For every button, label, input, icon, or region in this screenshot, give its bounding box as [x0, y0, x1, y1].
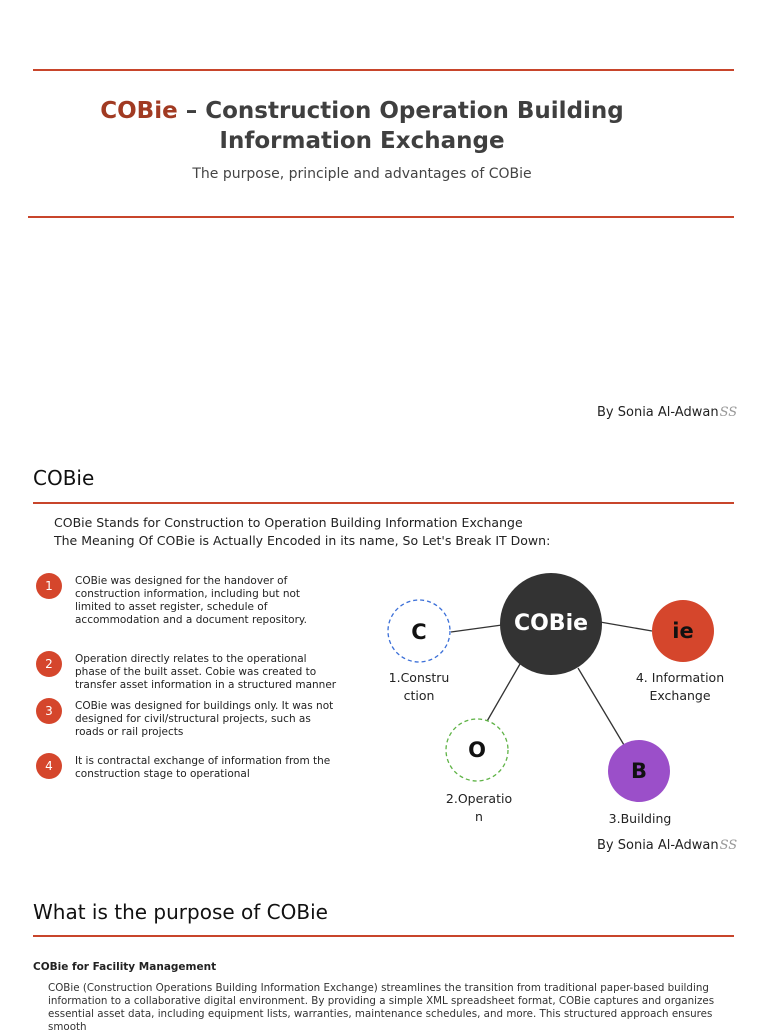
list-item-text: COBie was designed for buildings only. It was not designed for civil/structural projects, such as roads or rail projects — [75, 700, 334, 738]
author-byline-2 — [597, 838, 737, 853]
ie-label-line1: 4. Information — [635, 670, 725, 685]
ie-letter: ie — [672, 619, 694, 643]
signature-icon: SS — [719, 838, 738, 853]
title-bottom-rule — [28, 216, 734, 218]
connector-b — [578, 668, 624, 745]
section-rule-purpose — [33, 935, 734, 937]
c-letter: C — [411, 620, 427, 644]
subheading-facility-management: COBie for Facility Management — [33, 961, 217, 973]
b-label: 3.Building — [608, 811, 672, 826]
list-item-text: It is contractal exchange of information from the construction stage to operational — [75, 755, 331, 780]
connector-ie — [600, 622, 652, 631]
page-title — [30, 96, 694, 156]
connector-c — [451, 625, 502, 632]
number-badge: 3 — [36, 698, 62, 724]
c-label-line2: ction — [403, 688, 435, 703]
connector-o — [486, 664, 520, 723]
section-heading-purpose: What is the purpose of COBie — [33, 900, 328, 924]
cobie-center-label: COBie — [513, 611, 589, 636]
o-letter: O — [468, 738, 486, 762]
title-rest: – Construction Operation Building Information Exchange — [177, 98, 624, 154]
number-badge: 1 — [36, 573, 62, 599]
title-accent: COBie — [100, 98, 178, 124]
section-heading-cobie: COBie — [33, 466, 95, 490]
number-badge: 4 — [36, 753, 62, 779]
o-label-line1: 2.Operatio — [445, 791, 513, 806]
list-item-text: Operation directly relates to the operational phase of the built asset. Cobie was created to transfer asset information in a structured manner — [75, 653, 337, 691]
b-letter: B — [630, 759, 648, 783]
author-name: By Sonia Al-Adwan — [597, 405, 719, 420]
signature-icon: SS — [719, 405, 738, 420]
intro-line-1: COBie Stands for Construction to Operation Building Information Exchange — [54, 515, 523, 530]
body-paragraph: COBie (Construction Operations Building Information Exchange) streamlines the transition from traditional paper-based building information to a collaborative digital environment. By providing a simple XML spreadsheet format, COBie captures and organizes essential asset data, including equipment lists, warranties, maintenance schedules, and more. This structured approach ensures smooth — [48, 982, 715, 1033]
ie-label-line2: Exchange — [649, 688, 711, 703]
author-name: By Sonia Al-Adwan — [597, 838, 719, 853]
section-rule-cobie — [33, 502, 734, 504]
c-label-line1: 1.Constru — [388, 670, 450, 685]
number-badge: 2 — [36, 651, 62, 677]
page-subtitle: The purpose, principle and advantages of COBie — [192, 166, 532, 182]
list-item-text: COBie was designed for the handover of construction information, including but not limited to asset register, schedule of accommodation and a document repository. — [75, 575, 307, 626]
intro-text — [54, 514, 550, 550]
author-byline-1 — [597, 405, 737, 420]
o-label-line2: n — [475, 809, 483, 824]
cobie-diagram — [380, 565, 740, 835]
intro-line-2: The Meaning Of COBie is Actually Encoded in its name, So Let's Break IT Down: — [54, 533, 551, 548]
title-top-rule — [33, 69, 734, 71]
